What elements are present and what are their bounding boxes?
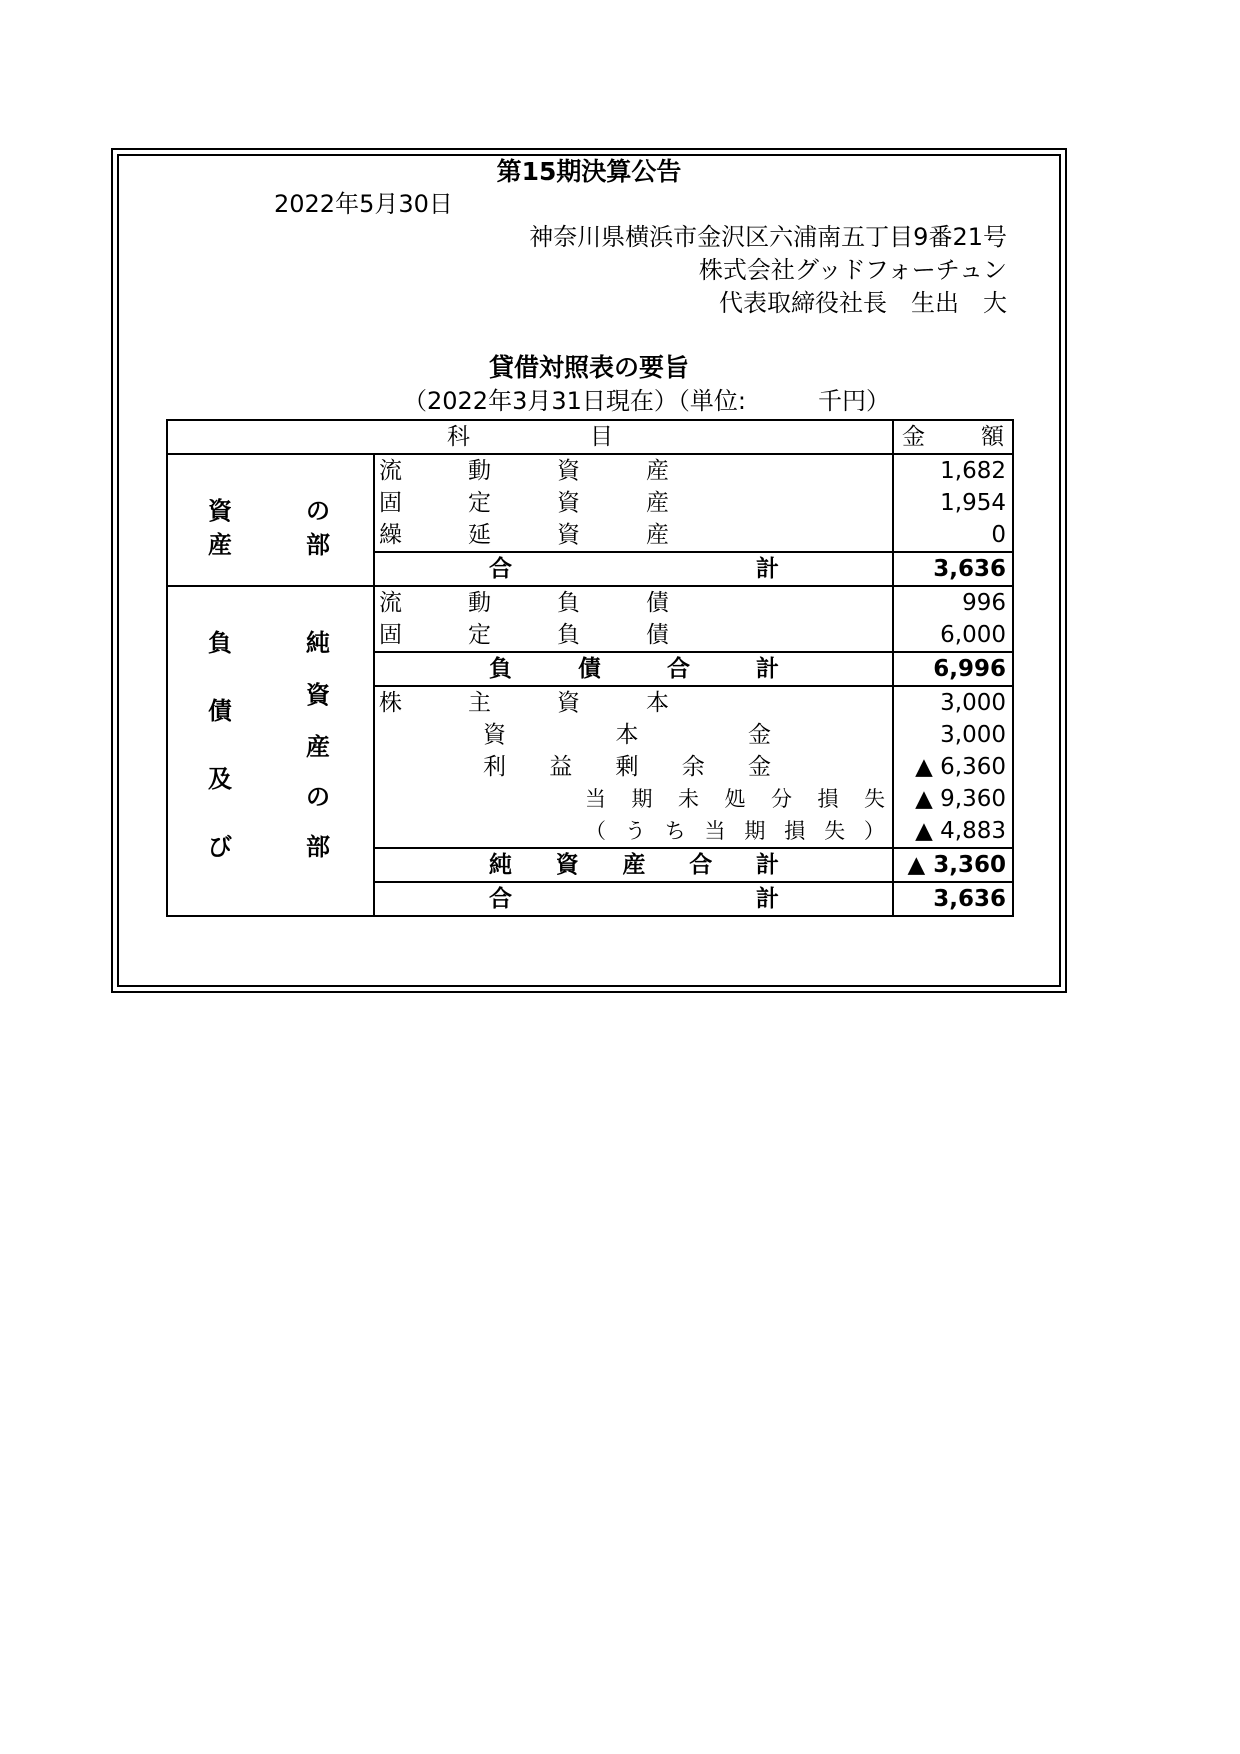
label-char: 産 [646,490,669,516]
grand-total-label [374,882,893,916]
label-char: 資 [557,690,580,716]
label-char: う [624,819,646,843]
label-char: 合 [489,556,512,582]
section-char: 及 [208,765,232,793]
amount-header-char: 金 [902,424,925,450]
label-char: 株 [379,690,402,716]
row-amount: 996 [962,590,1006,616]
label-char: 益 [549,754,573,780]
label-char: 債 [578,656,601,682]
assets-total-amount: 3,636 [893,552,1013,586]
label-char: 処 [724,787,746,811]
label-char: 定 [468,490,491,516]
label-char: 産 [646,458,669,484]
row-amount: 6,000 [940,622,1006,648]
row-amount: 0 [991,522,1006,548]
liabilities-netassets-section-label [167,586,374,916]
balance-sheet-table [166,419,1014,917]
section-char: 純 [306,629,330,657]
row-amount: 1,954 [940,490,1006,516]
grand-total-amount: 3,636 [933,886,1006,912]
label-char: 失 [824,819,846,843]
label-char: 固 [379,490,402,516]
table-row [167,454,1013,487]
label-char: 期 [744,819,766,843]
row-label [374,586,893,619]
label-char: 計 [756,886,779,912]
label-char: 当 [585,787,606,811]
label-char: 負 [557,622,580,648]
label-char: 資 [555,852,579,878]
assets-total-label [374,552,893,586]
label-char: 債 [646,622,669,648]
company-address: 神奈川県横浜市金沢区六浦南五丁目9番21号 [529,223,1007,251]
label-char: 固 [379,622,402,648]
equity-total-label [374,848,893,882]
label-char: 純 [489,852,512,878]
label-char: 産 [622,852,646,878]
label-char: （ [585,819,606,843]
section-char: の [306,497,330,525]
section-char: 債 [208,697,232,725]
statement-title: 貸借対照表の要旨 [488,353,689,382]
label-char: 損 [817,787,839,811]
representative: 代表取締役社長 生出 大 [719,289,1007,317]
label-char: 合 [689,852,713,878]
label-char: 本 [615,722,639,748]
row-amount: ▲ 9,360 [915,786,1006,812]
liabilities-total-amount: 6,996 [893,652,1013,686]
label-char: 負 [489,656,512,682]
statement-as-of: （2022年3月31日現在）（単位: 千円） [403,387,890,415]
amount-header [893,420,1013,454]
row-label [374,783,893,815]
label-char: 計 [756,556,779,582]
label-char: 延 [468,522,491,548]
label-char: 資 [557,458,580,484]
label-char: 主 [468,690,491,716]
liabilities-total-label [374,652,893,686]
row-amount: 1,682 [940,458,1006,484]
label-char: 当 [704,819,726,843]
label-char: 金 [748,754,771,780]
label-char: 未 [678,787,699,811]
section-char: 資 [208,497,232,525]
notice-date: 2022年5月30日 [274,190,453,218]
label-char: 資 [483,722,506,748]
table-row [167,586,1013,619]
row-label [374,686,893,719]
section-char: び [208,833,232,861]
equity-total-amount: ▲ 3,360 [893,848,1013,882]
label-char: 動 [468,590,491,616]
company-name: 株式会社グッドフォーチュン [698,256,1007,284]
item-header-char: 科 [447,424,470,450]
label-char: 繰 [379,522,402,548]
section-char: 負 [208,629,232,657]
amount-header-char: 額 [981,424,1004,450]
row-label [374,619,893,652]
label-char: 本 [646,690,669,716]
row-label [374,519,893,552]
row-amount: 3,000 [940,690,1006,716]
label-char: 余 [681,754,705,780]
label-char: 金 [748,722,771,748]
label-char: 産 [646,522,669,548]
label-char: 計 [756,656,779,682]
label-char: 債 [646,590,669,616]
label-char: 計 [756,852,779,878]
label-char: 流 [379,458,402,484]
label-char: 失 [864,787,885,811]
label-char: 利 [483,754,506,780]
row-label [374,719,893,751]
row-label [374,487,893,519]
label-char: 損 [784,819,806,843]
section-char: 部 [306,833,330,861]
row-amount: 3,000 [940,722,1006,748]
label-char: 期 [631,787,653,811]
label-char: 資 [557,490,580,516]
label-char: 定 [468,622,491,648]
label-char: 分 [771,787,792,811]
section-char: 資 [306,681,330,709]
section-char: 産 [208,531,232,559]
section-char: 産 [306,733,330,761]
label-char: 流 [379,590,402,616]
row-amount: ▲ 4,883 [915,818,1006,844]
label-char: 合 [667,656,690,682]
row-amount: ▲ 6,360 [915,754,1006,780]
item-header-char: 目 [590,424,613,450]
label-char: 動 [468,458,491,484]
label-char: ） [863,819,885,843]
label-char: 資 [557,522,580,548]
label-char: 合 [489,886,512,912]
table-header-row [167,420,1013,454]
item-header [167,420,893,454]
assets-section-label [167,454,374,586]
section-char: の [306,783,330,811]
notice-title: 第15期決算公告 [496,157,682,186]
label-char: 剰 [615,754,639,780]
row-label [374,454,893,487]
row-label [374,751,893,783]
section-char: 部 [306,531,330,559]
row-label [374,815,893,848]
label-char: 負 [557,590,580,616]
label-char: ち [664,819,686,843]
